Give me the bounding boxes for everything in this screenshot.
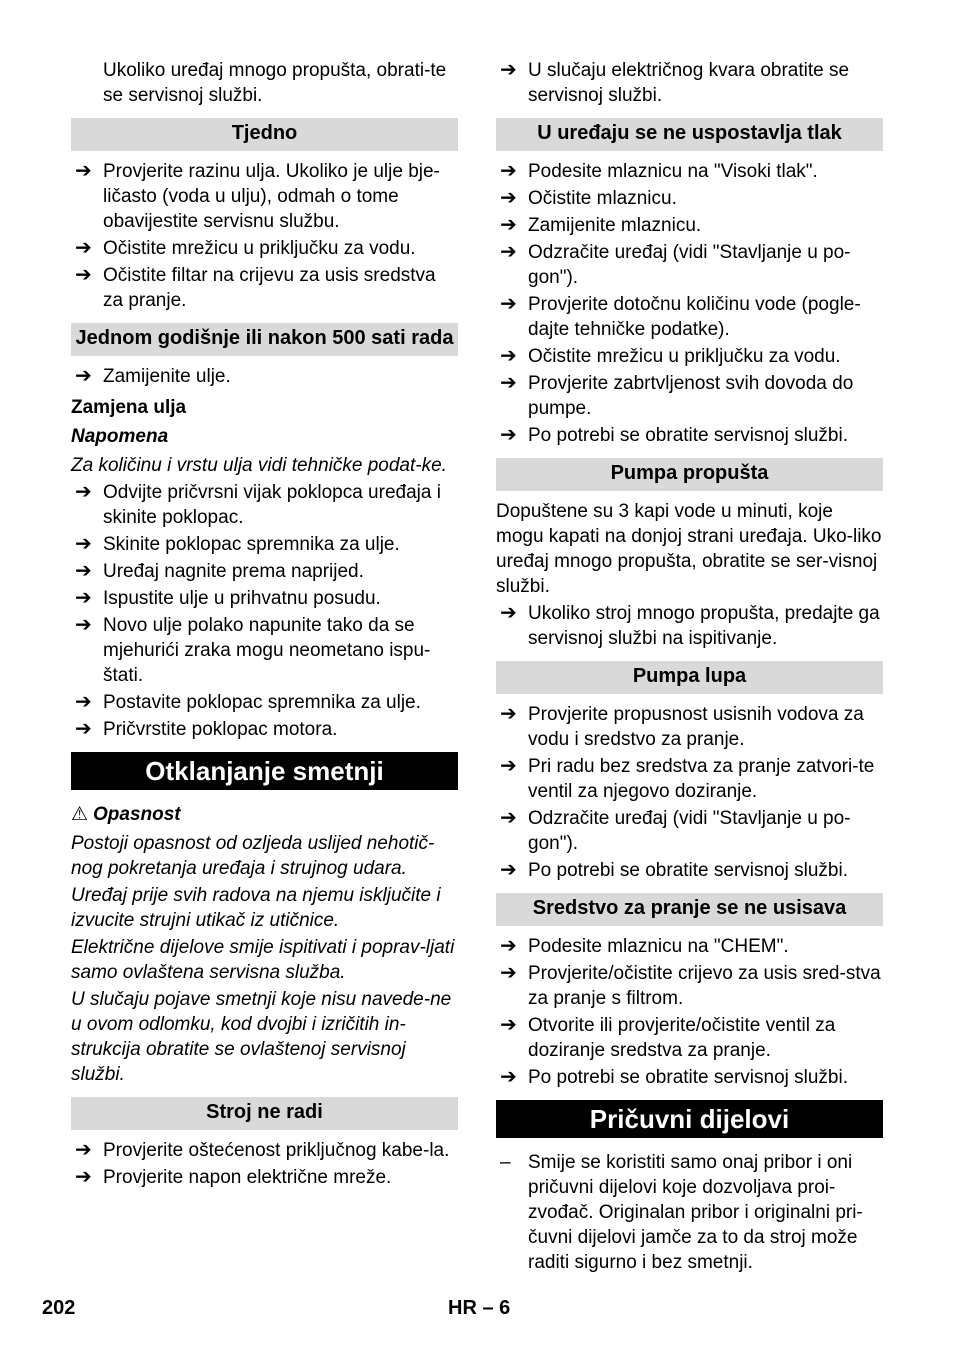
list-item — [496, 754, 883, 804]
list-item — [496, 292, 883, 342]
list-item — [496, 344, 883, 369]
left-column — [71, 58, 458, 1192]
arrow-right-icon: ➔ — [75, 264, 92, 286]
list-item-text: Provjerite napon električne mreže. — [103, 1167, 392, 1188]
list-item-text: Ukoliko stroj mnogo propušta, predajte ga servisnoj službi na ispitivanje. — [528, 603, 880, 649]
arrow-right-icon: ➔ — [500, 935, 517, 957]
page-label: HR – 6 — [448, 1297, 511, 1319]
arrow-right-icon: ➔ — [500, 241, 517, 263]
list-item-text: Odzračite uređaj (vidi "Stavljanje u po-gon"). — [528, 242, 851, 288]
list-item-text: Provjerite propusnost usisnih vodova za vodu i sredstvo za pranje. — [528, 704, 864, 750]
list-item-text: Podesite mlaznicu na "CHEM". — [528, 936, 789, 957]
arrow-right-icon: ➔ — [500, 1014, 517, 1036]
section-heading-tjedno: Tjedno — [71, 118, 458, 151]
arrow-right-icon: ➔ — [75, 718, 92, 740]
note-text: Za količinu i vrstu ulja vidi tehničke podat-ke. — [71, 455, 447, 476]
list-item-text: Pri radu bez sredstva za pranje zatvori-te ventil za njegovo doziranje. — [528, 756, 875, 802]
warning-triangle-icon: ⚠ — [71, 804, 89, 825]
list-item-text: Skinite poklopac spremnika za ulje. — [103, 534, 400, 555]
list-item — [496, 702, 883, 752]
list-item — [496, 961, 883, 1011]
danger-paragraph: Uređaj prije svih radova na njemu isključite i izvucite strujni utikač iz utičnice. — [71, 885, 441, 931]
list-item — [496, 58, 883, 108]
list-item — [496, 371, 883, 421]
arrow-right-icon: ➔ — [75, 587, 92, 609]
list-item-text: Pričvrstite poklopac motora. — [103, 719, 338, 740]
danger-paragraph: Električne dijelove smije ispitivati i poprav-ljati samo ovlaštena servisna služba. — [71, 937, 455, 983]
list-item-text: Provjerite dotočnu količinu vode (pogle-dajte tehničke podatke). — [528, 294, 861, 340]
danger-label — [71, 802, 458, 827]
arrow-right-icon: ➔ — [75, 533, 92, 555]
list-item — [71, 532, 458, 557]
list-item-text: Ispustite ulje u prihvatnu posudu. — [103, 588, 381, 609]
danger-label-text: Opasnost — [93, 804, 181, 825]
list-item-text: Po potrebi se obratite servisnoj službi. — [528, 425, 848, 446]
spacer — [71, 110, 458, 118]
arrow-right-icon: ➔ — [75, 1139, 92, 1161]
list-item — [71, 586, 458, 611]
arrow-right-icon: ➔ — [75, 365, 92, 387]
list-item — [496, 159, 883, 184]
list-item — [496, 601, 883, 651]
list-item — [71, 717, 458, 742]
section-heading-tlak: U uređaju se ne uspostavlja tlak — [496, 118, 883, 151]
right-column — [496, 58, 883, 1277]
arrow-right-icon: ➔ — [500, 372, 517, 394]
list-item — [496, 213, 883, 238]
list-item — [71, 236, 458, 261]
arrow-right-icon: ➔ — [500, 345, 517, 367]
list-item-text: Provjerite/očistite crijevo za usis sred-stva za pranje s filtrom. — [528, 963, 881, 1009]
list-item-text: Očistite mrežicu u priključku za vodu. — [103, 238, 416, 259]
note-label: Napomena — [71, 426, 169, 447]
list-item — [71, 263, 458, 313]
list-item-text: Otvorite ili provjerite/očistite ventil za doziranje sredstva za pranje. — [528, 1015, 836, 1061]
list-item — [496, 806, 883, 856]
section-heading-propusta: Pumpa propušta — [496, 458, 883, 491]
arrow-right-icon: ➔ — [75, 481, 92, 503]
danger-paragraph: U slučaju pojave smetnji koje nisu navede-ne u ovom odlomku, kod dvojbi i izričitih in-strukcija obratite se ovlaštenoj servisnoj službi. — [71, 989, 452, 1085]
arrow-right-icon: ➔ — [500, 424, 517, 446]
arrow-right-icon: ➔ — [75, 560, 92, 582]
arrow-right-icon: ➔ — [75, 614, 92, 636]
list-item-text: Po potrebi se obratite servisnoj službi. — [528, 860, 848, 881]
list-item-text: Smije se koristiti samo onaj pribor i oni pričuvni dijelovi koje dozvoljava proi-zvođač. Originalan pribor i originalni pri-čuvni dijelovi jamče za to da stroj može raditi sigurno i bez smetnji. — [528, 1152, 863, 1273]
section-title-pricuvni: Pričuvni dijelovi — [496, 1100, 883, 1138]
arrow-right-icon: ➔ — [500, 602, 517, 624]
spacer — [496, 885, 883, 893]
list-item — [71, 480, 458, 530]
list-item-text: Odvijte pričvrsni vijak poklopca uređaja i skinite poklopac. — [103, 482, 441, 528]
spacer — [71, 315, 458, 323]
list-item-text: Uređaj nagnite prema naprijed. — [103, 561, 364, 582]
arrow-right-icon: ➔ — [500, 703, 517, 725]
list-item-text: U slučaju električnog kvara obratite se servisnoj službi. — [528, 60, 850, 106]
list-item — [71, 1138, 458, 1163]
intro-text: Ukoliko uređaj mnogo propušta, obrati-te se servisnoj službi. — [103, 60, 447, 106]
list-item-text: Očistite filtar na crijevu za usis sredstva za pranje. — [103, 265, 436, 311]
list-item — [496, 858, 883, 883]
spacer — [496, 450, 883, 458]
subheading-zamjena: Zamjena ulja — [71, 397, 187, 418]
spacer — [496, 653, 883, 661]
list-item — [496, 240, 883, 290]
dash-bullet: – — [500, 1152, 511, 1173]
list-item — [496, 934, 883, 959]
arrow-right-icon: ➔ — [75, 1166, 92, 1188]
section-heading-sredstvo: Sredstvo za pranje se ne usisava — [496, 893, 883, 926]
section-heading-godisnje: Jednom godišnje ili nakon 500 sati rada — [71, 323, 458, 356]
arrow-right-icon: ➔ — [500, 214, 517, 236]
spacer — [496, 1092, 883, 1100]
section-heading-lupa: Pumpa lupa — [496, 661, 883, 694]
list-item-text: Provjerite oštećenost priključnog kabe-la. — [103, 1140, 450, 1161]
list-item-text: Postavite poklopac spremnika za ulje. — [103, 692, 421, 713]
arrow-right-icon: ➔ — [500, 807, 517, 829]
arrow-right-icon: ➔ — [500, 59, 517, 81]
arrow-right-icon: ➔ — [75, 237, 92, 259]
list-item-text: Novo ulje polako napunite tako da se mjehurići zraka mogu neometano ispu-štati. — [103, 615, 431, 686]
list-item-text: Očistite mrežicu u priključku za vodu. — [528, 346, 841, 367]
spacer — [71, 744, 458, 752]
list-item-text: Provjerite zabrtvljenost svih dovoda do pumpe. — [528, 373, 854, 419]
arrow-right-icon: ➔ — [500, 187, 517, 209]
page-number: 202 — [42, 1297, 76, 1319]
list-item — [496, 1065, 883, 1090]
list-item — [496, 423, 883, 448]
arrow-right-icon: ➔ — [500, 859, 517, 881]
list-item-text: Podesite mlaznicu na "Visoki tlak". — [528, 161, 818, 182]
list-item-text: Po potrebi se obratite servisnoj službi. — [528, 1067, 848, 1088]
danger-paragraph: Postoji opasnost od ozljeda uslijed nehotič-nog pokretanja uređaja i strujnog udara. — [71, 833, 435, 879]
list-item-text: Zamijenite ulje. — [103, 366, 231, 387]
arrow-right-icon: ➔ — [500, 1066, 517, 1088]
list-item — [71, 559, 458, 584]
list-item — [496, 1013, 883, 1063]
arrow-right-icon: ➔ — [75, 691, 92, 713]
list-item — [496, 186, 883, 211]
section-heading-stroj: Stroj ne radi — [71, 1097, 458, 1130]
propusta-text: Dopuštene su 3 kapi vode u minuti, koje mogu kapati na donjoj strani uređaja. Uko-liko uređaj mnogo propušta, obratite se ser-visnoj službi. — [496, 501, 882, 597]
list-item — [71, 690, 458, 715]
spacer — [71, 1089, 458, 1097]
list-item — [496, 1150, 883, 1275]
section-title-otklanjanje: Otklanjanje smetnji — [71, 752, 458, 790]
list-item — [71, 364, 458, 389]
list-item — [71, 1165, 458, 1190]
arrow-right-icon: ➔ — [500, 293, 517, 315]
list-item-text: Provjerite razinu ulja. Ukoliko je ulje bje-ličasto (voda u ulju), odmah o tome obavijestite servisnu službu. — [103, 161, 440, 232]
arrow-right-icon: ➔ — [75, 160, 92, 182]
arrow-right-icon: ➔ — [500, 962, 517, 984]
list-item — [71, 613, 458, 688]
list-item-text: Očistite mlaznicu. — [528, 188, 677, 209]
arrow-right-icon: ➔ — [500, 160, 517, 182]
spacer — [496, 110, 883, 118]
list-item — [71, 159, 458, 234]
list-item-text: Zamijenite mlaznicu. — [528, 215, 702, 236]
list-item-text: Odzračite uređaj (vidi "Stavljanje u po-gon"). — [528, 808, 851, 854]
arrow-right-icon: ➔ — [500, 755, 517, 777]
